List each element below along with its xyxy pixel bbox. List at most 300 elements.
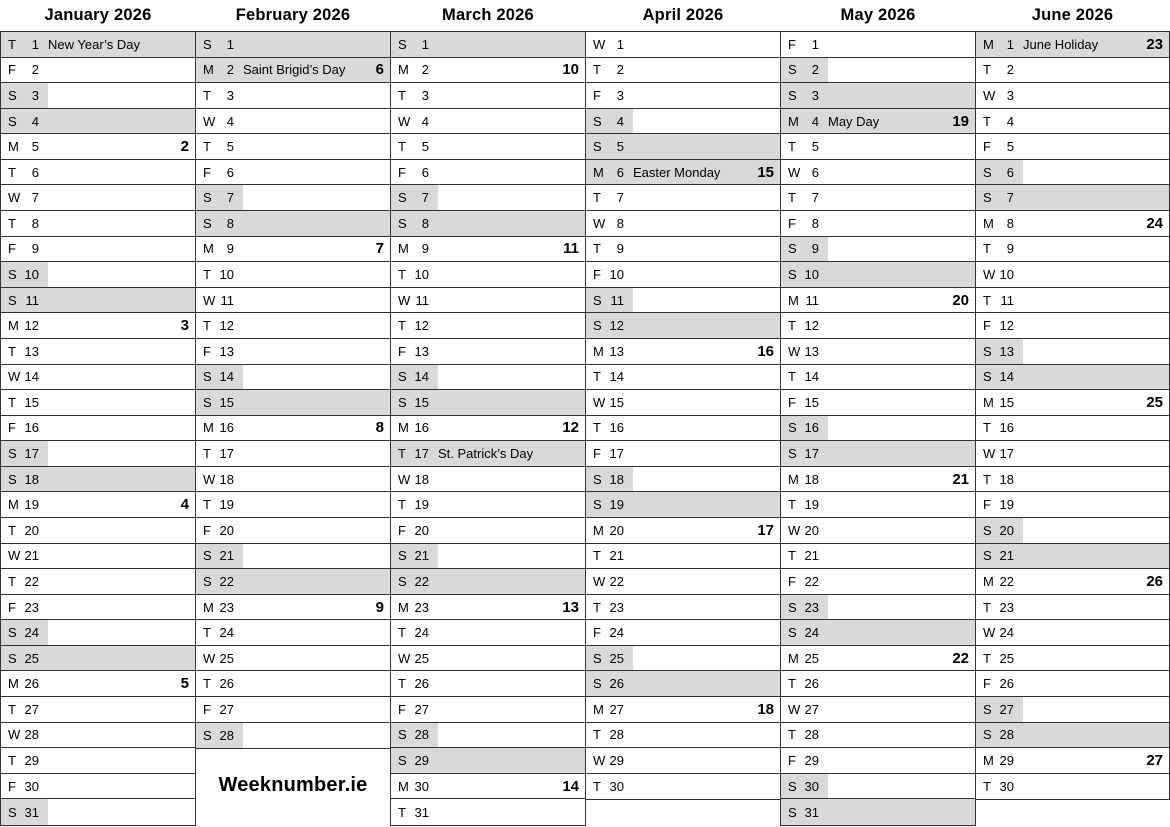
weekday-letter: M [398, 241, 409, 257]
day-row [1, 313, 195, 339]
day-number: 19 [24, 497, 39, 513]
day-number: 16 [219, 420, 234, 436]
day-row [1, 544, 195, 570]
day-row [1, 134, 195, 160]
weekday-letter: F [983, 318, 991, 334]
day-number: 6 [1006, 164, 1014, 180]
day-number: 29 [414, 752, 429, 768]
day-number: 2 [31, 62, 39, 78]
day-row [391, 262, 585, 288]
day-row [196, 237, 390, 263]
day-row [391, 134, 585, 160]
day-number: 9 [1006, 241, 1014, 257]
weekday-letter: T [8, 343, 16, 359]
day-row [586, 416, 780, 442]
day-row [1, 288, 195, 314]
day-row [1, 109, 195, 135]
weekday-letter: M [203, 62, 214, 78]
day-number: 27 [219, 701, 234, 717]
day-row [976, 390, 1169, 416]
weekday-letter: S [203, 215, 212, 231]
day-number: 6 [811, 164, 819, 180]
day-row [976, 58, 1169, 84]
day-row [781, 339, 975, 365]
day-number: 3 [811, 87, 819, 103]
weekday-letter: W [593, 215, 606, 231]
day-row [781, 569, 975, 595]
weekday-letter: W [593, 394, 606, 410]
day-row [976, 109, 1169, 135]
day-row [1, 32, 195, 58]
day-number: 29 [609, 752, 624, 768]
weekday-letter: F [8, 778, 16, 794]
day-row [586, 262, 780, 288]
week-number: 27 [1146, 751, 1163, 769]
day-number: 24 [219, 625, 234, 641]
weekday-letter: W [8, 369, 21, 385]
day-number: 8 [616, 215, 624, 231]
day-number: 24 [414, 625, 429, 641]
day-number: 1 [226, 36, 234, 52]
weekday-letter: F [203, 701, 211, 717]
day-number: 6 [421, 164, 429, 180]
week-number: 11 [563, 240, 579, 258]
weekday-letter: M [398, 420, 409, 436]
day-number: 7 [421, 190, 429, 206]
weekday-letter: M [8, 676, 19, 692]
weekday-letter: T [788, 318, 796, 334]
day-row [196, 544, 390, 570]
day-row [976, 518, 1169, 544]
day-row [391, 288, 585, 314]
day-row [391, 237, 585, 263]
weekday-letter: W [788, 343, 801, 359]
weekday-letter: M [788, 471, 799, 487]
day-number: 5 [616, 139, 624, 155]
day-row [391, 518, 585, 544]
weekday-letter: F [398, 701, 406, 717]
day-number: 16 [414, 420, 429, 436]
day-row [196, 569, 390, 595]
weekday-letter: T [398, 804, 406, 820]
day-number: 7 [616, 190, 624, 206]
day-number: 12 [414, 318, 429, 334]
weekday-letter: F [398, 522, 406, 538]
day-number: 10 [609, 266, 624, 282]
day-number: 19 [999, 497, 1014, 513]
day-number: 22 [609, 573, 624, 589]
day-number: 23 [414, 599, 429, 615]
day-number: 20 [804, 522, 819, 538]
weekday-letter: M [398, 778, 409, 794]
day-number: 6 [616, 164, 624, 180]
day-row [586, 595, 780, 621]
weekday-letter: W [8, 727, 21, 743]
weekday-letter: W [8, 548, 21, 564]
weekday-letter: S [983, 343, 992, 359]
weekday-letter: S [788, 87, 797, 103]
day-number: 28 [609, 727, 624, 743]
day-row [1, 492, 195, 518]
week-number: 19 [952, 112, 969, 130]
day-row [391, 32, 585, 58]
day-number: 12 [609, 318, 624, 334]
weekday-letter: S [788, 420, 797, 436]
weekday-letter: T [983, 599, 991, 615]
weekday-letter: F [983, 497, 991, 513]
day-row [976, 134, 1169, 160]
day-number: 24 [804, 625, 819, 641]
weekday-letter: F [983, 139, 991, 155]
day-row [1, 262, 195, 288]
day-number: 23 [999, 599, 1014, 615]
day-row [586, 339, 780, 365]
day-row [391, 671, 585, 697]
day-row [976, 774, 1169, 800]
day-number: 31 [24, 804, 39, 820]
day-number: 21 [999, 548, 1014, 564]
day-row [586, 237, 780, 263]
weekday-letter: T [8, 573, 16, 589]
day-number: 1 [421, 36, 429, 52]
day-row [781, 620, 975, 646]
weekday-letter: S [398, 369, 407, 385]
weekday-letter: S [8, 446, 17, 462]
weekday-letter: F [788, 36, 796, 52]
weekday-letter: F [398, 164, 406, 180]
day-row [586, 313, 780, 339]
week-number: 7 [375, 240, 384, 258]
weekday-letter: M [8, 497, 19, 513]
day-row [1, 339, 195, 365]
day-row [586, 492, 780, 518]
weeknumber-logo: Weeknumber.ie [218, 774, 368, 797]
day-row [391, 313, 585, 339]
day-number: 15 [24, 394, 39, 410]
day-row [781, 313, 975, 339]
weekday-letter: S [8, 113, 17, 129]
day-number: 11 [415, 292, 429, 308]
weekday-letter: T [8, 215, 16, 231]
day-row [196, 339, 390, 365]
weekday-letter: F [8, 241, 16, 257]
day-row [781, 160, 975, 186]
week-number: 15 [757, 163, 774, 181]
weekday-letter: S [203, 394, 212, 410]
holiday-label: May Day [828, 113, 880, 129]
day-number: 12 [999, 318, 1014, 334]
day-number: 8 [1006, 215, 1014, 231]
day-number: 13 [804, 343, 819, 359]
day-row [1, 671, 195, 697]
weekday-letter: T [203, 497, 211, 513]
weekday-letter: S [8, 650, 17, 666]
day-number: 20 [219, 522, 234, 538]
day-row [196, 620, 390, 646]
month-title: March 2026 [442, 6, 534, 24]
day-row [196, 467, 390, 493]
day-row [1, 467, 195, 493]
day-row [976, 697, 1169, 723]
weekday-letter: S [593, 676, 602, 692]
day-number: 10 [999, 266, 1014, 282]
month-column-april [585, 0, 781, 800]
day-number: 30 [414, 778, 429, 794]
weekday-letter: T [203, 318, 211, 334]
day-row [1, 748, 195, 774]
day-number: 22 [999, 573, 1014, 589]
weekday-letter: M [983, 573, 994, 589]
day-number: 23 [24, 599, 39, 615]
week-number: 16 [757, 342, 774, 360]
day-row [196, 134, 390, 160]
day-number: 13 [414, 343, 429, 359]
weekday-letter: T [398, 497, 406, 513]
weekday-letter: F [788, 573, 796, 589]
day-number: 19 [609, 497, 624, 513]
day-row [391, 595, 585, 621]
day-number: 16 [24, 420, 39, 436]
weekday-letter: T [983, 62, 991, 78]
weekday-letter: T [593, 420, 601, 436]
day-row [196, 185, 390, 211]
day-number: 20 [609, 522, 624, 538]
day-row [586, 544, 780, 570]
day-row [586, 646, 780, 672]
weekday-letter: S [8, 471, 17, 487]
month-table [585, 31, 781, 800]
day-row [1, 416, 195, 442]
day-number: 4 [1006, 113, 1014, 129]
weekday-letter: W [203, 113, 216, 129]
day-row [391, 544, 585, 570]
weekday-letter: T [983, 471, 991, 487]
day-row [1, 518, 195, 544]
day-row [1, 646, 195, 672]
weekday-letter: W [593, 752, 606, 768]
day-number: 8 [421, 215, 429, 231]
weekday-letter: M [983, 752, 994, 768]
weekday-letter: F [8, 420, 16, 436]
day-row [976, 160, 1169, 186]
day-row [781, 544, 975, 570]
day-row [976, 748, 1169, 774]
day-row [976, 262, 1169, 288]
weekday-letter: S [593, 139, 602, 155]
weekday-letter: T [203, 676, 211, 692]
day-row [781, 671, 975, 697]
day-row [586, 723, 780, 749]
weekday-letter: S [8, 266, 17, 282]
weekday-letter: M [788, 292, 799, 308]
weekday-letter: S [788, 804, 797, 820]
day-row [391, 160, 585, 186]
day-number: 29 [804, 752, 819, 768]
week-number: 10 [562, 61, 579, 79]
day-number: 23 [609, 599, 624, 615]
weekday-letter: T [593, 599, 601, 615]
day-number: 16 [804, 420, 819, 436]
day-number: 26 [609, 676, 624, 692]
weekday-letter: F [398, 343, 406, 359]
day-number: 10 [804, 266, 819, 282]
weekday-letter: S [398, 190, 407, 206]
day-row [196, 109, 390, 135]
weekday-letter: T [593, 548, 601, 564]
weekday-letter: S [788, 625, 797, 641]
month-column-june [975, 0, 1170, 800]
weekday-letter: T [593, 369, 601, 385]
day-row [586, 288, 780, 314]
week-number: 5 [180, 675, 189, 693]
day-row [586, 441, 780, 467]
weekday-letter: S [203, 548, 212, 564]
weekday-letter: W [203, 471, 216, 487]
day-number: 21 [219, 548, 234, 564]
day-number: 2 [1006, 62, 1014, 78]
weekday-letter: T [593, 727, 601, 743]
day-number: 17 [24, 446, 39, 462]
day-row [1, 441, 195, 467]
day-row [196, 390, 390, 416]
day-row [391, 774, 585, 800]
day-row [586, 569, 780, 595]
day-row [781, 697, 975, 723]
day-row [781, 646, 975, 672]
day-number: 23 [219, 599, 234, 615]
weekday-letter: S [398, 36, 407, 52]
day-number: 22 [219, 573, 234, 589]
day-number: 17 [804, 446, 819, 462]
day-row [781, 799, 975, 825]
day-number: 25 [414, 650, 429, 666]
day-row [781, 288, 975, 314]
day-row [781, 109, 975, 135]
day-row [1, 160, 195, 186]
weekday-letter: S [8, 804, 17, 820]
day-row [781, 32, 975, 58]
day-row [391, 441, 585, 467]
weekday-letter: W [593, 573, 606, 589]
day-row [391, 109, 585, 135]
day-number: 12 [24, 318, 39, 334]
weekday-letter: M [983, 215, 994, 231]
month-column-march [390, 0, 586, 826]
month-table [390, 31, 586, 826]
day-row [196, 160, 390, 186]
month-title: February 2026 [235, 6, 351, 24]
day-number: 21 [414, 548, 429, 564]
day-number: 7 [31, 190, 39, 206]
day-number: 26 [999, 676, 1014, 692]
weekday-letter: T [593, 779, 601, 795]
weekday-letter: W [983, 625, 996, 641]
day-row [976, 365, 1169, 391]
week-number: 14 [562, 777, 579, 795]
month-column-january [0, 0, 196, 826]
week-number: 13 [562, 598, 579, 616]
day-number: 7 [226, 190, 234, 206]
weekday-letter: S [788, 266, 797, 282]
day-number: 11 [1000, 292, 1014, 308]
day-number: 8 [226, 215, 234, 231]
day-number: 3 [31, 87, 39, 103]
weekday-letter: M [203, 420, 214, 436]
day-row [976, 646, 1169, 672]
weekday-letter: M [593, 701, 604, 717]
day-row [1, 595, 195, 621]
weekday-letter: T [788, 497, 796, 513]
weekday-letter: M [8, 139, 19, 155]
day-row [196, 646, 390, 672]
weekday-letter: S [788, 446, 797, 462]
weekday-letter: M [8, 318, 19, 334]
day-number: 25 [609, 650, 624, 666]
day-row [586, 390, 780, 416]
day-row [781, 492, 975, 518]
day-number: 18 [999, 471, 1014, 487]
day-row [391, 467, 585, 493]
weekday-letter: T [788, 369, 796, 385]
day-row [586, 83, 780, 109]
day-number: 26 [219, 676, 234, 692]
weekday-letter: S [398, 215, 407, 231]
weekday-letter: W [203, 650, 216, 666]
day-number: 31 [804, 804, 819, 820]
weekday-letter: T [8, 164, 16, 180]
day-number: 8 [31, 215, 39, 231]
day-row [391, 339, 585, 365]
weekday-letter: F [788, 394, 796, 410]
day-number: 19 [219, 497, 234, 513]
week-number: 4 [180, 496, 189, 514]
weekday-letter: S [593, 318, 602, 334]
day-row [1, 237, 195, 263]
weekday-letter: S [203, 369, 212, 385]
weekday-letter: S [983, 369, 992, 385]
day-number: 2 [811, 62, 819, 78]
weekday-letter: S [983, 727, 992, 743]
day-number: 4 [616, 113, 624, 129]
day-number: 20 [414, 522, 429, 538]
day-row [976, 492, 1169, 518]
day-row [586, 748, 780, 774]
day-row [391, 723, 585, 749]
day-number: 22 [24, 573, 39, 589]
day-number: 17 [609, 446, 624, 462]
day-row [781, 58, 975, 84]
weekday-letter: T [983, 420, 991, 436]
week-number: 23 [1146, 35, 1163, 53]
day-row [586, 365, 780, 391]
day-number: 12 [804, 318, 819, 334]
day-row [391, 799, 585, 825]
day-row [781, 365, 975, 391]
day-row [586, 620, 780, 646]
weekday-letter: W [788, 522, 801, 538]
weekday-letter: S [203, 36, 212, 52]
day-number: 14 [24, 369, 39, 385]
day-number: 19 [804, 497, 819, 513]
weekday-letter: S [593, 650, 602, 666]
weekday-letter: T [398, 676, 406, 692]
day-number: 28 [414, 727, 429, 743]
day-row [976, 544, 1169, 570]
weekday-letter: T [983, 779, 991, 795]
weekday-letter: T [398, 87, 406, 103]
weekday-letter: T [398, 318, 406, 334]
day-row [976, 211, 1169, 237]
